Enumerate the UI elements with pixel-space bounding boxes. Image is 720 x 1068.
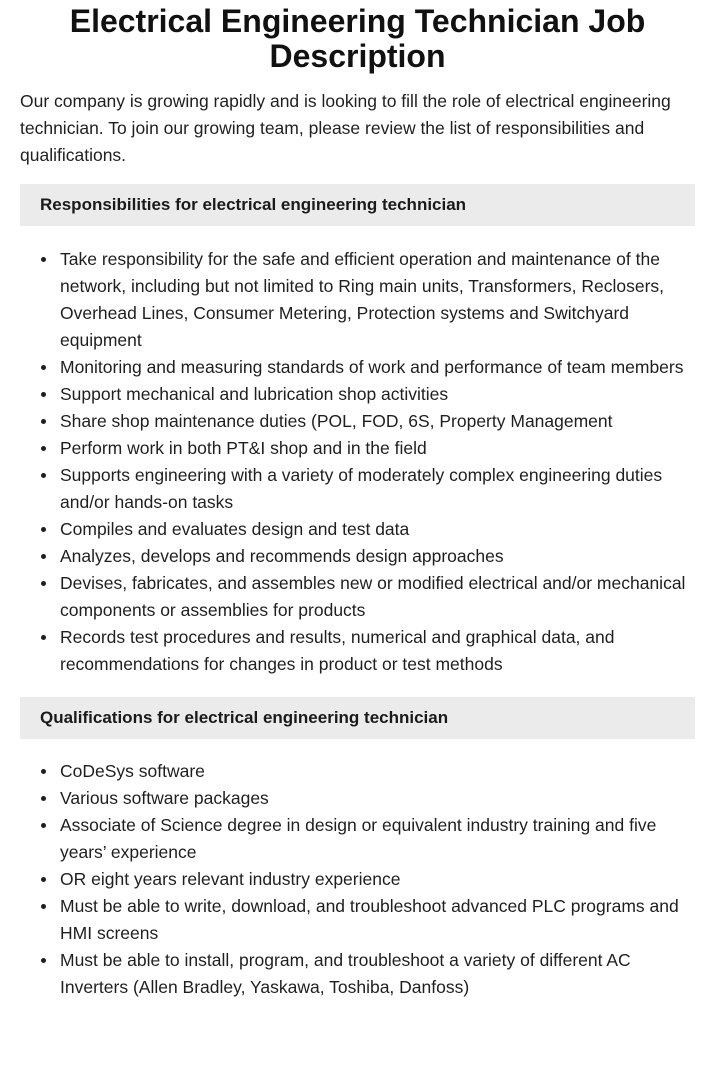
list-item: Perform work in both PT&I shop and in the field	[60, 435, 695, 462]
list-item: Analyzes, develops and recommends design approaches	[60, 543, 695, 570]
list-item: Devises, fabricates, and assembles new or modified electrical and/or mechanical components or assemblies for products	[60, 570, 695, 624]
list-item: Take responsibility for the safe and efficient operation and maintenance of the network, including but not limited to Ring main units, Transformers, Reclosers, Overhead Lines, Consumer Metering, Protection systems and Switchyard equipment	[60, 246, 695, 354]
responsibilities-heading: Responsibilities for electrical engineering technician	[20, 184, 695, 226]
list-item: Must be able to write, download, and troubleshoot advanced PLC programs and HMI screens	[60, 893, 695, 947]
page-title: Electrical Engineering Technician Job Description	[69, 3, 646, 74]
list-item: OR eight years relevant industry experience	[60, 866, 695, 893]
list-item: Records test procedures and results, numerical and graphical data, and recommendations for changes in product or test methods	[60, 624, 695, 678]
responsibilities-list	[20, 246, 695, 678]
list-item: Must be able to install, program, and troubleshoot a variety of different AC Inverters (Allen Bradley, Yaskawa, Toshiba, Danfoss)	[60, 947, 695, 1001]
list-item: Various software packages	[60, 785, 695, 812]
list-item: Monitoring and measuring standards of work and performance of team members	[60, 354, 695, 381]
qualifications-list	[20, 758, 695, 1001]
intro-paragraph: Our company is growing rapidly and is looking to fill the role of electrical engineering technician. To join our growing team, please review the list of responsibilities and qualifications.	[20, 91, 671, 165]
list-item: Support mechanical and lubrication shop activities	[60, 381, 695, 408]
qualifications-heading: Qualifications for electrical engineering technician	[20, 697, 695, 739]
list-item: CoDeSys software	[60, 758, 695, 785]
list-item: Compiles and evaluates design and test data	[60, 516, 695, 543]
list-item: Supports engineering with a variety of moderately complex engineering duties and/or hands-on tasks	[60, 462, 695, 516]
job-description-page	[0, 4, 720, 1068]
list-item: Associate of Science degree in design or equivalent industry training and five years’ experience	[60, 812, 695, 866]
list-item: Share shop maintenance duties (POL, FOD, 6S, Property Management	[60, 408, 695, 435]
